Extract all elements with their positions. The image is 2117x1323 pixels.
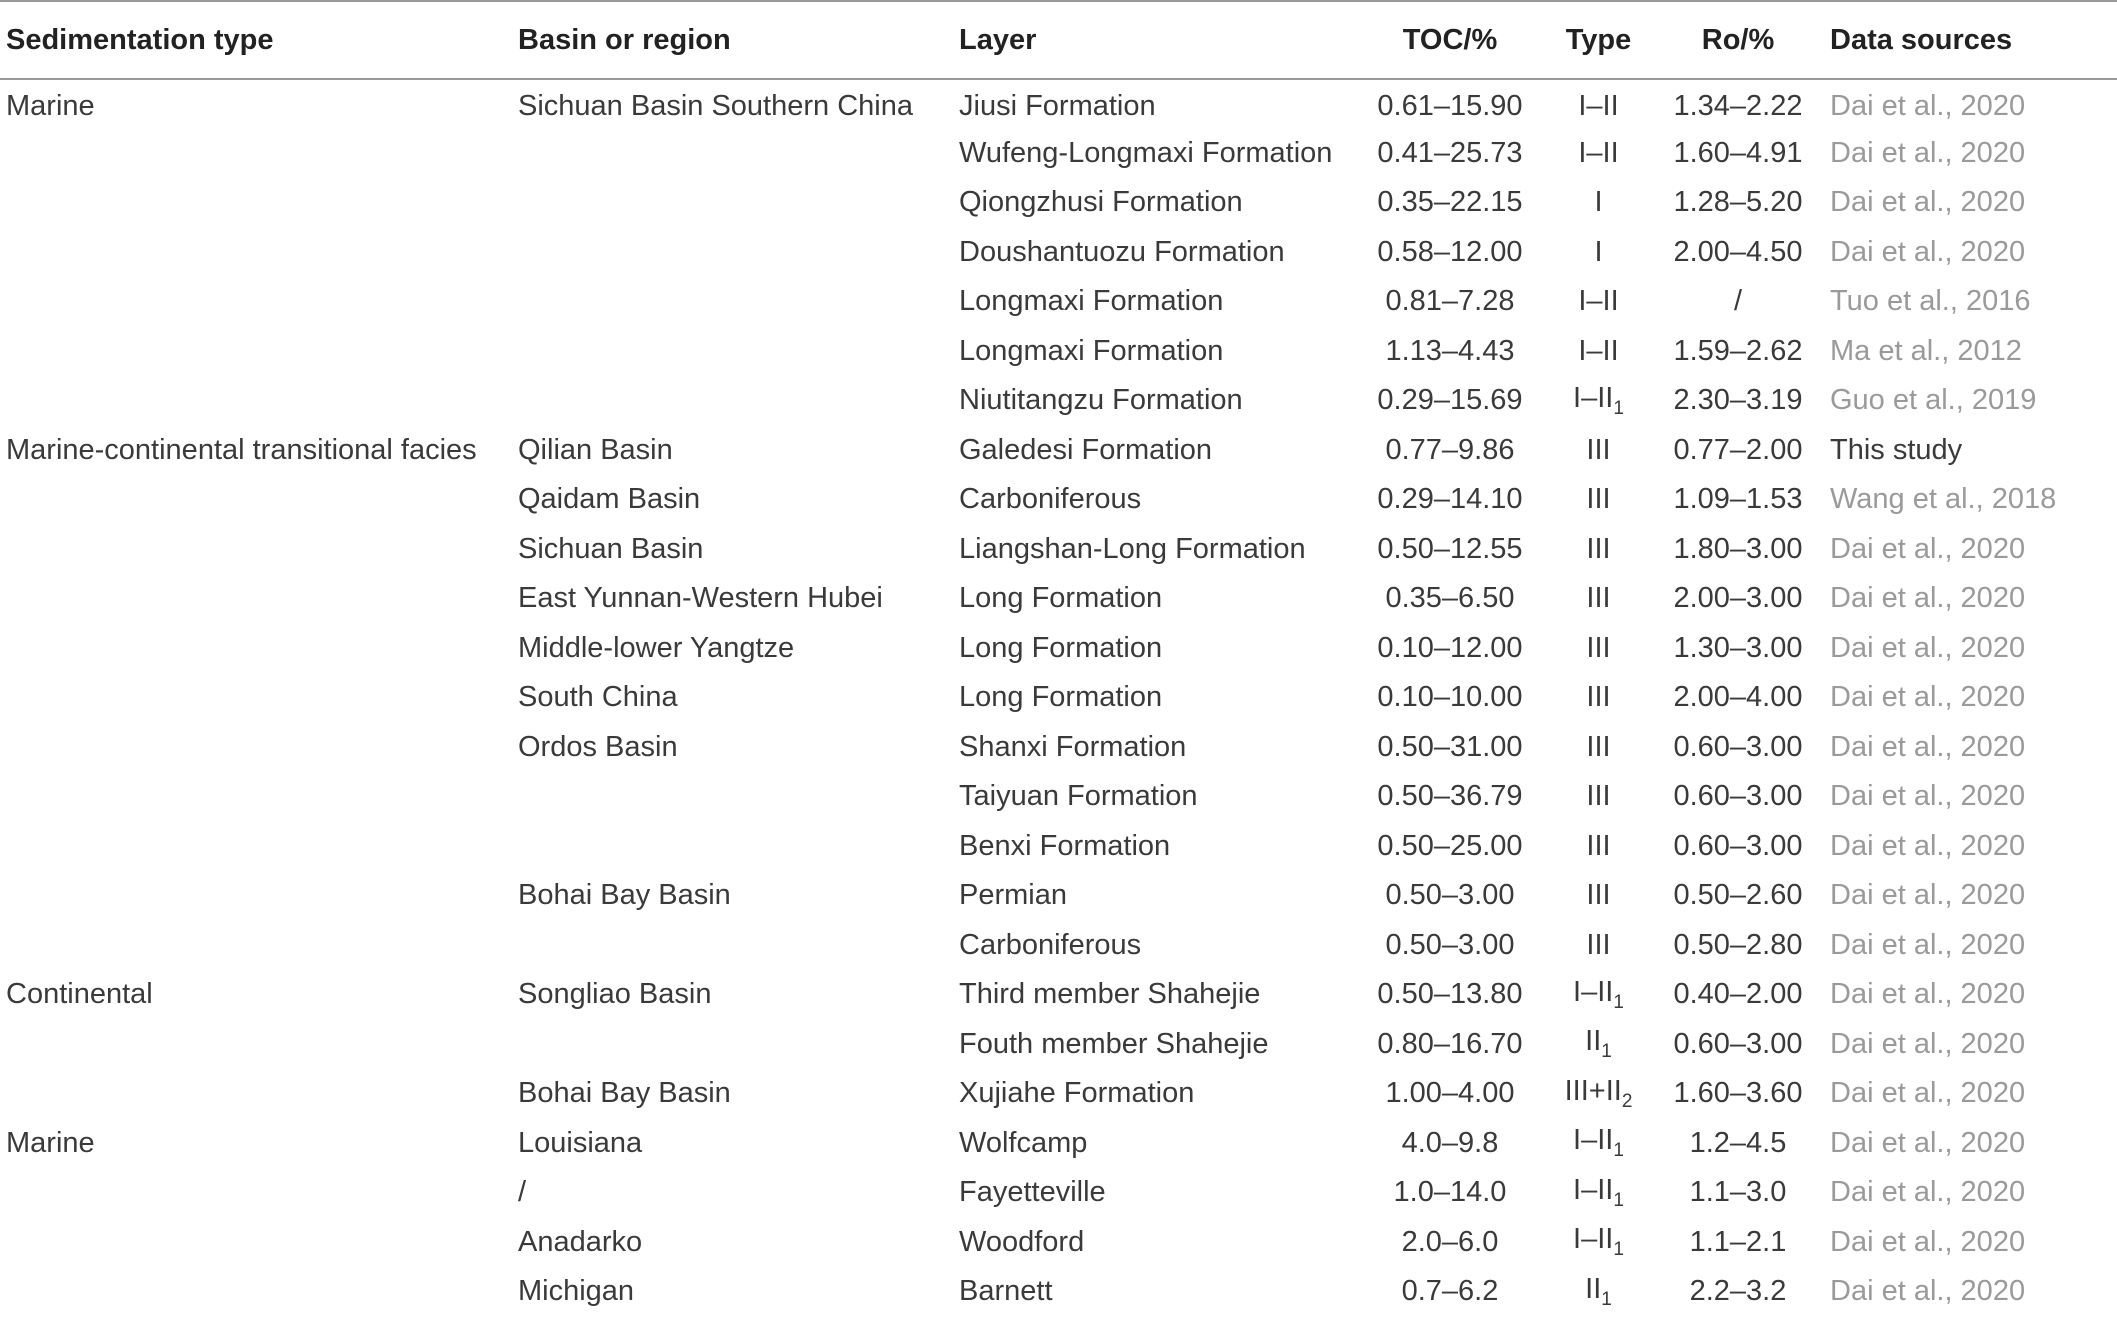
cell-data-source: Dai et al., 2020 (1830, 1027, 2026, 1060)
cell-toc: 1.00–4.00 (1385, 1077, 1515, 1110)
cell-basin-or-region: Qilian Basin (518, 433, 673, 466)
cell-sedimentation-type (0, 871, 512, 921)
cell-ro: 2.00–4.00 (1673, 681, 1803, 714)
cell-basin-or-region: Sichuan Basin (518, 532, 704, 565)
table-row (0, 970, 2117, 1020)
header-toc: TOC/% (1355, 1, 1545, 79)
cell-type (1545, 1020, 1652, 1070)
table-body (0, 79, 2117, 1317)
cell-data-source: Dai et al., 2020 (1830, 136, 2026, 169)
type-main-text: III (1586, 681, 1611, 714)
type-main-text: III (1586, 483, 1611, 516)
type-main-text: II (1585, 1272, 1602, 1305)
cell-ro: 1.1–2.1 (1689, 1225, 1787, 1258)
cell-type (1545, 1168, 1652, 1218)
cell-ro: 0.60–3.00 (1673, 1027, 1803, 1060)
cell-type (1545, 426, 1652, 476)
type-main-text: III (1586, 582, 1611, 615)
type-main-text: II (1585, 1025, 1602, 1058)
cell-basin-or-region: / (518, 1176, 527, 1209)
cell-ro: 1.30–3.00 (1673, 631, 1803, 664)
cell-type (1545, 921, 1652, 971)
cell-basin-or-region: Qaidam Basin (518, 483, 701, 516)
table-row (0, 178, 2117, 228)
cell-layer: Long Formation (959, 582, 1163, 615)
cell-type (1545, 673, 1652, 723)
cell-sedimentation-type (0, 475, 512, 525)
header-type: Type (1545, 1, 1652, 79)
cell-sedimentation-type (0, 822, 512, 872)
cell-ro: 2.00–4.50 (1673, 235, 1803, 268)
cell-ro: 0.77–2.00 (1673, 433, 1803, 466)
table-header (0, 1, 2117, 79)
cell-toc: 0.35–22.15 (1377, 186, 1523, 219)
cell-toc: 0.61–15.90 (1377, 89, 1523, 122)
table-row (0, 673, 2117, 723)
cell-data-source: Guo et al., 2019 (1830, 384, 2037, 417)
type-main-text: III (1586, 879, 1611, 912)
cell-layer: Xujiahe Formation (959, 1077, 1195, 1110)
cell-type (1545, 277, 1652, 327)
cell-layer: Long Formation (959, 681, 1163, 714)
cell-layer: Carboniferous (959, 928, 1142, 961)
table-row (0, 525, 2117, 575)
cell-sedimentation-type (0, 228, 512, 278)
cell-layer: Barnett (959, 1275, 1053, 1308)
table-row (0, 475, 2117, 525)
cell-basin-or-region (512, 822, 953, 872)
cell-toc: 0.35–6.50 (1385, 582, 1515, 615)
cell-sedimentation-type (0, 178, 512, 228)
cell-sedimentation-type (0, 129, 512, 179)
header-basin-or-region: Basin or region (512, 1, 953, 79)
cell-type (1545, 822, 1652, 872)
type-subscript: 1 (1601, 1288, 1612, 1310)
cell-basin-or-region: Bohai Bay Basin (518, 879, 731, 912)
cell-sedimentation-type (0, 1267, 512, 1317)
cell-data-source: Dai et al., 2020 (1830, 780, 2026, 813)
cell-ro: 0.60–3.00 (1673, 730, 1803, 763)
cell-layer: Galedesi Formation (959, 433, 1213, 466)
cell-type (1545, 772, 1652, 822)
table-row (0, 723, 2117, 773)
table-row (0, 327, 2117, 377)
type-main-text: III (1586, 829, 1611, 862)
cell-ro: 0.50–2.60 (1673, 879, 1803, 912)
cell-sedimentation-type (0, 921, 512, 971)
cell-sedimentation-type (0, 277, 512, 327)
type-main-text: I–II (1573, 1173, 1614, 1206)
cell-basin-or-region: East Yunnan-Western Hubei (518, 582, 883, 615)
table-row (0, 1168, 2117, 1218)
cell-sedimentation-type (0, 624, 512, 674)
cell-type (1545, 1218, 1652, 1268)
cell-toc: 0.50–31.00 (1377, 730, 1523, 763)
cell-data-source: Dai et al., 2020 (1830, 1176, 2026, 1209)
cell-layer: Carboniferous (959, 483, 1142, 516)
cell-basin-or-region (512, 921, 953, 971)
table-row (0, 871, 2117, 921)
cell-sedimentation-type (0, 723, 512, 773)
type-subscript: 1 (1613, 1239, 1624, 1261)
cell-layer: Fouth member Shahejie (959, 1027, 1269, 1060)
cell-ro: 1.1–3.0 (1689, 1176, 1787, 1209)
cell-toc: 0.7–6.2 (1401, 1275, 1499, 1308)
cell-type (1545, 1119, 1652, 1169)
table-row (0, 1119, 2117, 1169)
cell-type (1545, 970, 1652, 1020)
cell-ro: / (1733, 285, 1743, 318)
cell-basin-or-region: Michigan (518, 1275, 635, 1308)
cell-data-source: Dai et al., 2020 (1830, 631, 2026, 664)
cell-basin-or-region (512, 277, 953, 327)
cell-layer: Doushantuozu Formation (959, 235, 1285, 268)
table-row (0, 277, 2117, 327)
cell-type (1545, 723, 1652, 773)
cell-layer: Wufeng-Longmaxi Formation (959, 136, 1333, 169)
cell-ro: 1.80–3.00 (1673, 532, 1803, 565)
header-layer: Layer (953, 1, 1355, 79)
cell-layer: Woodford (959, 1225, 1085, 1258)
cell-basin-or-region: Bohai Bay Basin (518, 1077, 731, 1110)
cell-ro: 1.28–5.20 (1673, 186, 1803, 219)
cell-toc: 0.50–25.00 (1377, 829, 1523, 862)
cell-data-source: Dai et al., 2020 (1830, 829, 2026, 862)
cell-ro: 1.34–2.22 (1673, 89, 1803, 122)
cell-layer: Longmaxi Formation (959, 285, 1224, 318)
type-main-text: III (1586, 631, 1611, 664)
cell-layer: Fayetteville (959, 1176, 1106, 1209)
cell-ro: 1.60–4.91 (1673, 136, 1803, 169)
type-main-text: III (1586, 780, 1611, 813)
cell-ro: 0.60–3.00 (1673, 780, 1803, 813)
cell-toc: 1.0–14.0 (1393, 1176, 1507, 1209)
type-main-text: I (1594, 186, 1603, 219)
type-main-text: I–II (1578, 334, 1619, 367)
type-main-text: I–II (1573, 1223, 1614, 1256)
cell-basin-or-region: Anadarko (518, 1225, 643, 1258)
type-subscript: 1 (1613, 397, 1624, 419)
header-sedimentation-type: Sedimentation type (0, 1, 512, 79)
cell-ro: 0.40–2.00 (1673, 978, 1803, 1011)
cell-sedimentation-type (0, 1218, 512, 1268)
cell-layer: Benxi Formation (959, 829, 1171, 862)
type-main-text: III (1586, 928, 1611, 961)
cell-data-source: Dai et al., 2020 (1830, 1275, 2026, 1308)
cell-sedimentation-type (0, 1020, 512, 1070)
table-row (0, 129, 2117, 179)
table-row (0, 921, 2117, 971)
cell-sedimentation-type: Continental (6, 978, 153, 1011)
cell-ro: 2.30–3.19 (1673, 384, 1803, 417)
cell-data-source: This study (1830, 433, 1963, 466)
cell-basin-or-region: Louisiana (518, 1126, 643, 1159)
cell-layer: Longmaxi Formation (959, 334, 1224, 367)
type-main-text: III (1586, 532, 1611, 565)
type-main-text: III (1586, 433, 1611, 466)
cell-type (1545, 129, 1652, 179)
cell-sedimentation-type (0, 1069, 512, 1119)
cell-data-source: Wang et al., 2018 (1830, 483, 2057, 516)
table-row (0, 426, 2117, 476)
cell-ro: 0.60–3.00 (1673, 829, 1803, 862)
cell-data-source: Dai et al., 2020 (1830, 89, 2026, 122)
cell-toc: 0.41–25.73 (1377, 136, 1523, 169)
cell-sedimentation-type (0, 772, 512, 822)
cell-layer: Wolfcamp (959, 1126, 1088, 1159)
cell-data-source: Dai et al., 2020 (1830, 978, 2026, 1011)
header-ro: Ro/% (1652, 1, 1824, 79)
cell-data-source: Dai et al., 2020 (1830, 1126, 2026, 1159)
type-subscript: 2 (1621, 1090, 1633, 1112)
cell-data-source: Ma et al., 2012 (1830, 334, 2022, 367)
cell-toc: 1.13–4.43 (1385, 334, 1515, 367)
cell-toc: 2.0–6.0 (1401, 1225, 1499, 1258)
type-main-text: I (1594, 235, 1603, 268)
type-main-text: I–II (1578, 285, 1619, 318)
type-main-text: I–II (1573, 975, 1614, 1008)
cell-data-source: Dai et al., 2020 (1830, 1077, 2026, 1110)
table-row (0, 1267, 2117, 1317)
cell-ro: 1.60–3.60 (1673, 1077, 1803, 1110)
cell-basin-or-region: South China (518, 681, 678, 714)
cell-layer: Jiusi Formation (959, 89, 1156, 122)
cell-basin-or-region: Ordos Basin (518, 730, 678, 763)
table-row (0, 772, 2117, 822)
cell-sedimentation-type (0, 574, 512, 624)
cell-toc: 0.10–10.00 (1377, 681, 1523, 714)
header-row (0, 1, 2117, 79)
cell-toc: 4.0–9.8 (1401, 1126, 1499, 1159)
cell-toc: 0.50–3.00 (1385, 928, 1515, 961)
type-main-text: I–II (1573, 1124, 1614, 1157)
cell-sedimentation-type (0, 376, 512, 426)
type-subscript: 1 (1613, 1189, 1624, 1211)
table-row (0, 822, 2117, 872)
type-subscript: 1 (1613, 1140, 1624, 1162)
cell-data-source: Dai et al., 2020 (1830, 532, 2026, 565)
cell-toc: 0.10–12.00 (1377, 631, 1523, 664)
cell-sedimentation-type (0, 327, 512, 377)
type-main-text: I–II (1578, 136, 1619, 169)
type-main-text: III+II (1564, 1074, 1622, 1107)
table-row (0, 624, 2117, 674)
table-row (0, 1218, 2117, 1268)
cell-data-source: Dai et al., 2020 (1830, 235, 2026, 268)
cell-layer: Shanxi Formation (959, 730, 1187, 763)
cell-type (1545, 525, 1652, 575)
cell-type (1545, 228, 1652, 278)
cell-toc: 0.29–14.10 (1377, 483, 1523, 516)
cell-basin-or-region (512, 376, 953, 426)
cell-layer: Niutitangzu Formation (959, 384, 1243, 417)
cell-layer: Permian (959, 879, 1067, 912)
cell-data-source: Dai et al., 2020 (1830, 928, 2026, 961)
type-subscript: 1 (1613, 991, 1624, 1013)
cell-layer: Liangshan-Long Formation (959, 532, 1306, 565)
cell-ro: 2.00–3.00 (1673, 582, 1803, 615)
cell-sedimentation-type: Marine (6, 89, 95, 122)
table-row (0, 574, 2117, 624)
type-subscript: 1 (1601, 1041, 1612, 1063)
cell-type (1545, 1069, 1652, 1119)
cell-basin-or-region (512, 327, 953, 377)
cell-toc: 0.50–12.55 (1377, 532, 1523, 565)
cell-ro: 1.09–1.53 (1673, 483, 1803, 516)
cell-layer: Long Formation (959, 631, 1163, 664)
cell-toc: 0.29–15.69 (1377, 384, 1523, 417)
cell-ro: 1.59–2.62 (1673, 334, 1803, 367)
cell-type (1545, 574, 1652, 624)
cell-layer: Taiyuan Formation (959, 780, 1198, 813)
cell-type (1545, 376, 1652, 426)
cell-basin-or-region (512, 178, 953, 228)
cell-basin-or-region: Middle-lower Yangtze (518, 631, 795, 664)
cell-toc: 0.50–3.00 (1385, 879, 1515, 912)
type-main-text: III (1586, 730, 1611, 763)
cell-basin-or-region: Sichuan Basin Southern China (518, 89, 913, 122)
cell-data-source: Dai et al., 2020 (1830, 1225, 2026, 1258)
cell-data-source: Tuo et al., 2016 (1830, 285, 2031, 318)
cell-sedimentation-type (0, 1168, 512, 1218)
cell-type (1545, 871, 1652, 921)
cell-layer: Third member Shahejie (959, 978, 1261, 1011)
cell-basin-or-region (512, 228, 953, 278)
header-data-sources: Data sources (1824, 1, 2117, 79)
cell-data-source: Dai et al., 2020 (1830, 681, 2026, 714)
cell-toc: 0.58–12.00 (1377, 235, 1523, 268)
cell-basin-or-region: Songliao Basin (518, 978, 712, 1011)
cell-data-source: Dai et al., 2020 (1830, 186, 2026, 219)
cell-type (1545, 624, 1652, 674)
cell-toc: 0.80–16.70 (1377, 1027, 1523, 1060)
cell-sedimentation-type: Marine-continental transitional facies (6, 433, 477, 466)
cell-type (1545, 79, 1652, 129)
cell-sedimentation-type (0, 673, 512, 723)
cell-sedimentation-type (0, 525, 512, 575)
cell-data-source: Dai et al., 2020 (1830, 879, 2026, 912)
cell-basin-or-region (512, 772, 953, 822)
table-row (0, 79, 2117, 129)
table-row (0, 376, 2117, 426)
cell-type (1545, 1267, 1652, 1317)
cell-ro: 2.2–3.2 (1689, 1275, 1787, 1308)
type-main-text: I–II (1578, 89, 1619, 122)
cell-basin-or-region (512, 1020, 953, 1070)
cell-ro: 1.2–4.5 (1689, 1126, 1787, 1159)
cell-type (1545, 475, 1652, 525)
cell-ro: 0.50–2.80 (1673, 928, 1803, 961)
cell-data-source: Dai et al., 2020 (1830, 730, 2026, 763)
cell-type (1545, 327, 1652, 377)
cell-layer: Qiongzhusi Formation (959, 186, 1243, 219)
cell-type (1545, 178, 1652, 228)
cell-toc: 0.50–13.80 (1377, 978, 1523, 1011)
cell-toc: 0.77–9.86 (1385, 433, 1515, 466)
table-row (0, 228, 2117, 278)
cell-data-source: Dai et al., 2020 (1830, 582, 2026, 615)
cell-toc: 0.50–36.79 (1377, 780, 1523, 813)
cell-toc: 0.81–7.28 (1385, 285, 1515, 318)
table-row (0, 1020, 2117, 1070)
cell-basin-or-region (512, 129, 953, 179)
cell-sedimentation-type: Marine (6, 1126, 95, 1159)
type-main-text: I–II (1573, 381, 1614, 414)
table-row (0, 1069, 2117, 1119)
